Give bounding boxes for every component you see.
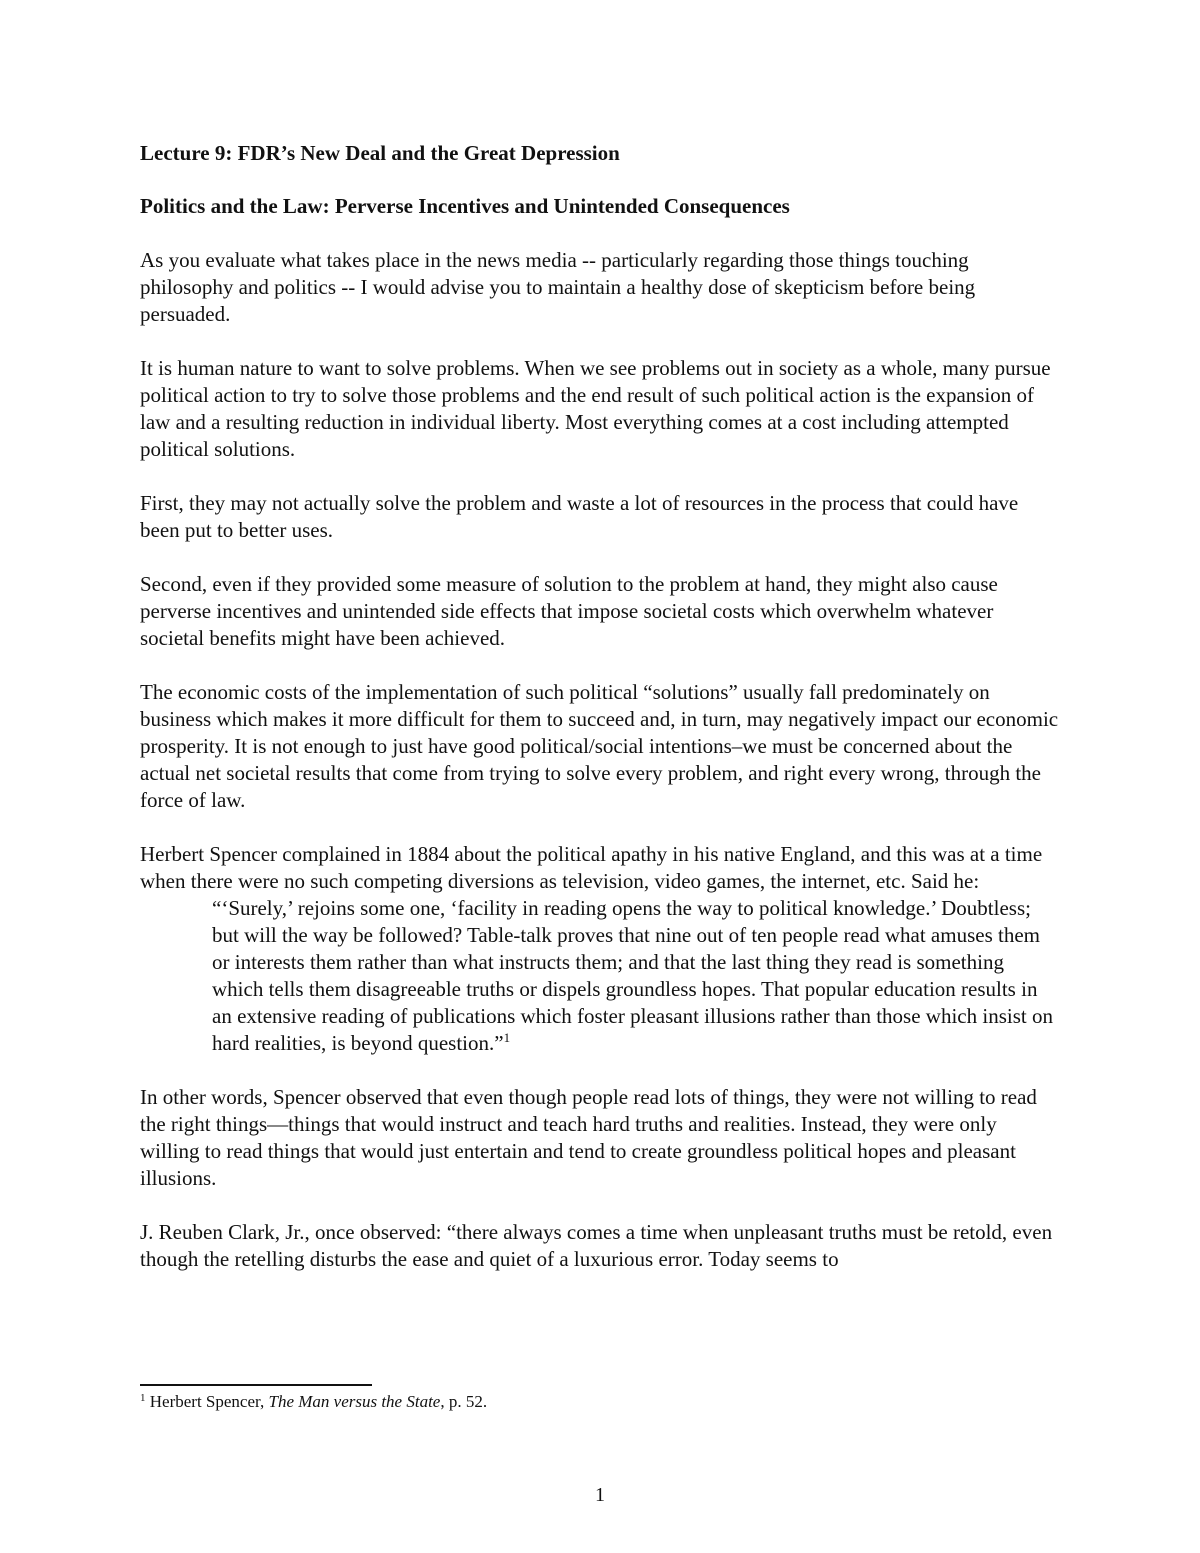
document-body xyxy=(140,140,1060,1300)
spencer-quote xyxy=(140,895,1060,1057)
footnote-number: 1 xyxy=(140,1392,146,1404)
section-subtitle: Politics and the Law: Perverse Incentives and Unintended Consequences xyxy=(140,194,790,218)
footnote-book-title: The Man versus the State xyxy=(268,1392,441,1411)
paragraph-spencer-intro: Herbert Spencer complained in 1884 about the political apathy in his native England, and this was at a time when there were no such competing diversions as television, video games, the internet, etc. Said he: xyxy=(140,842,1043,893)
footnote-divider xyxy=(140,1384,372,1386)
footnote xyxy=(140,1391,1060,1413)
lecture-title: Lecture 9: FDR’s New Deal and the Great Depression xyxy=(140,141,620,165)
paragraph-economic-costs: The economic costs of the implementation of such political “solutions” usually fall predominately on business which makes it more difficult for them to succeed and, in turn, may negatively impact our economic prosperity. It is not enough to just have good political/social intentions–we must be concerned about the actual net societal results that come from trying to solve every problem, and right every wrong, through the force of law. xyxy=(140,680,1059,812)
paragraph-second-cost: Second, even if they provided some measure of solution to the problem at hand, they might also cause perverse incentives and unintended side effects that impose societal costs which overwhelm whatever societal benefits might have been achieved. xyxy=(140,572,998,650)
footnote-reference[interactable]: 1 xyxy=(503,1030,511,1045)
paragraph-clark-quote: J. Reuben Clark, Jr., once observed: “there always comes a time when unpleasant truths must be retold, even though the retelling disturbs the ease and quiet of a luxurious error. Today seems to xyxy=(140,1220,1053,1271)
paragraph-human-nature: It is human nature to want to solve problems. When we see problems out in society as a whole, many pursue political action to try to solve those problems and the end result of such political action is the expansion of law and a resulting reduction in individual liberty. Most everything comes at a cost including attempted political solutions. xyxy=(140,356,1051,461)
spencer-quote-text: “‘Surely,’ rejoins some one, ‘facility in reading opens the way to political knowledge.’ Doubtless; but will the way be followed? Table-talk proves that nine out of ten people read what amuses them or interests them rather than what instructs them; and that the last thing they read is something which tells them disagreeable truths or dispels groundless hopes. That popular education results in an extensive reading of publications which foster pleasant illusions rather than those which insist on hard realities, is beyond question.” xyxy=(212,896,1053,1055)
paragraph-first-cost: First, they may not actually solve the problem and waste a lot of resources in the process that could have been put to better uses. xyxy=(140,491,1019,542)
footnote-author: Herbert Spencer, xyxy=(149,1392,269,1411)
paragraph-spencer-summary: In other words, Spencer observed that even though people read lots of things, they were not willing to read the right things—things that would instruct and teach hard truths and realities. Instead, they were only willing to read things that would just entertain and tend to create groundless political hopes and pleasant illusions. xyxy=(140,1085,1037,1190)
page-number: 1 xyxy=(595,1484,605,1506)
paragraph-media-skepticism: As you evaluate what takes place in the news media -- particularly regarding those things touching philosophy and politics -- I would advise you to maintain a healthy dose of skepticism before being persuaded. xyxy=(140,248,976,326)
footnote-page: , p. 52. xyxy=(440,1392,488,1411)
